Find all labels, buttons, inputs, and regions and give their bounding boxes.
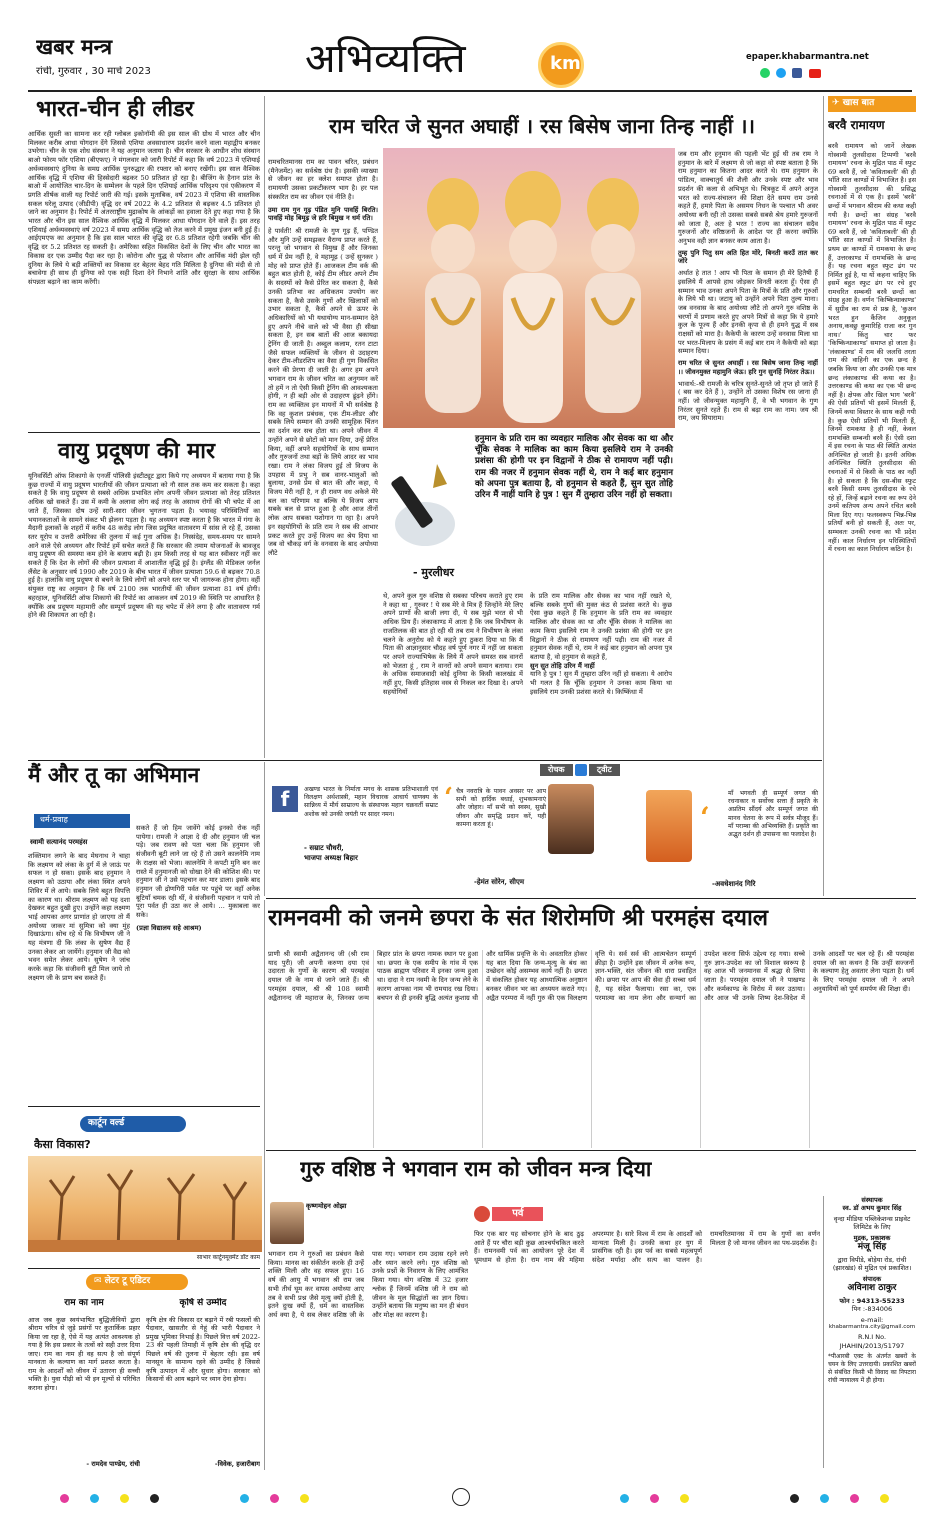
abhiman-title: मैं और तू का अभिमान: [28, 762, 200, 787]
sant-headline: रामनवमी को जनमे छपरा के संत शिरोमणि श्री परमहंस दयाल: [268, 905, 769, 931]
divider: [28, 760, 822, 761]
guru-headline: गुरु वशिष्ठ ने भगवान राम को जीवन मन्त्र दिया: [300, 1156, 652, 1181]
sant-body: प्राणी श्री स्वामी अद्वैतानन्द जी (श्री राम याद पुरी) जी अपनी करुणा दया एवं उदारता के गुणों के कारण श्री परमहंस दयाल जी के नाम से जाने जाते हैं। श्री परमहंस दयाल, श्री श्री 108 स्वामी अद्वैतानन्द जी महाराज के, जिनका जन्म बिहार प्रांत के छपरा नामक स्थान पर हुआ था। छपरा के एक समीप के गांव में एक पाठक ब्राह्मण परिवार में इनका जन्म हुआ था। दादा ने राम नवमी के दिन जन्म लेने के कारण आपका नाम भी रामयाद रख दिया। बचपन से ही इनकी बुद्धि अत्यंत कुशाग्र थी और धार्मिक प्रवृत्ति के थे। अवतारित होकर यह बात दिया कि जन्म-मृत्यु के बंध का उच्छेदन कोई असम्भव कार्य नहीं है। छपरा में संकलित होकर यह आध्यात्मिक अनुष्ठान बनकर जीवन भर का अध्ययन कराते गए। अद्वैत परम्परा में नहीं गुरु की एक विलक्षण वृत्ति ये। सर्व सर्व की आत्मचेतन सम्पूर्ण क्रीड़ा है। उन्होंने इस जीवन में अनेक रूप, ज्ञान-भक्ति, संत जीवन की धारा प्रवाहित की। छपरा पर आप की सेवा ही सच्चा धर्म है, यह संदेश फैलाया। रसा का, एक परमात्मा का नाम लेना और सन्मार्ग का उपदेश करना सिर्फ उद्देश्य रह गया। सच्चे गुरु ज्ञान-उपदेश का जो विशाल स्वरूप है वह आज भी जनमानस में श्रद्धा से लिया जाता है। परमहंस दयाल जी ने पाखण्ड और कर्मकाण्ड के विरोध में स्वर उठाया। और आज भी उनके शिष्य देश-विदेश में उनके आदर्शों पर चल रहे हैं। श्री परमहंस दयाल जी का कथन है कि उन्हीं सज्जनों के कल्याण हेतु अवतार लेना पड़ता है। धर्म के लिए परमहंस दयाल जी ने अपने अनुयायियों को पूर्ण समर्पण की शिक्षा दी।: [268, 950, 914, 1002]
main-col-3: [530, 592, 672, 758]
registration-dot: [90, 1494, 99, 1503]
tweet-2-text: चैत्र नवरात्रि के पावन अवसर पर आप सभी को हार्दिक बधाई, शुभकामनाएं और जोहार। माँ सभी को स्वस्थ, सुखी जीवन और समृद्धि प्रदान करें, यही कामना करता हूं।: [456, 788, 546, 828]
facebook-icon: f: [272, 786, 298, 812]
letters-tag-label: लेटर टू एडिटर: [104, 1276, 151, 1286]
letters-tag: [86, 1274, 188, 1290]
imprint-title: संस्थापक: [861, 1196, 883, 1204]
masthead-rule: [28, 90, 912, 92]
registration-dot: [150, 1494, 159, 1503]
registration-dot: [650, 1494, 659, 1503]
editorial-2: [28, 438, 260, 758]
cartoon-credit: साभार कार्टूनमूवमेंट डॉट काम: [196, 1254, 260, 1261]
cartoon-tag-label: कार्टून वर्ल्ड: [88, 1118, 125, 1128]
tweet-2: [444, 782, 630, 894]
registration-dot: [120, 1494, 129, 1503]
khas-baat-title: बरवै रामायण: [828, 118, 885, 132]
col-rule: [823, 96, 824, 896]
abhiman-col-1: शक्तिमान लगने के बाद मेघनाथ ने चाहा कि लक्ष्मण को लंका के दुर्ग में ले जाऊं पर सफल न हो सका। इसके बाद हनुमान ने लक्ष्मण को उठाया और लंका स्थित अपने शिविर में ले आये। सबके लिये बहुत विपत्ति का कारण था। श्रीराम लक्ष्मण को यह दशा देखकर बहुत दुखी हुए। उन्होंने कहा लक्ष्मण भाई आपका अगर प्राणांत हो जाएगा तो मैं अयोध्या जाकर मां सुमित्रा को क्या मुंह दिखाऊंगा। सोच रहे थे कि विभीषण जी ने यह मंत्रणा दी कि लंका के सुषेण वैद्य हैं उनका लेकर आ जायेंगे। हनुमान जी वैद्य को भवन समेत लेकर आये। सुषेण ने जांच करके कहा कि संजीवनी बूटी मिल जाये तो लक्ष्मण जी के प्राण बच सकते हैं।: [28, 852, 130, 982]
registration-dot: [680, 1494, 689, 1503]
imprint-pub-label: मुद्रक, प्रकाशक: [853, 1233, 891, 1242]
imprint-founder: स्व. डॉ अभय कुमार सिंह: [842, 1204, 902, 1213]
registration-dot: [240, 1494, 249, 1503]
khas-baat: [828, 96, 916, 896]
main-col-4-body: जब राम और हनुमान की पहली भेंट हुई थी तब राम ने हनुमान के बारे में लक्ष्मण से जो कहा वो स्पष्ट बताता है कि राम हनुमान का कितना आदर करते थे। राम हनुमान के पांडित्य, वाक्चातुर्य की शैली और उनके स्पष्ट और भाव प्रदर्शन की कला से अभिभूत थे। चित्रकूट में अपने अनुज भरत को राज्य-संचालन की शिक्षा देते समय राम उनसे कहते हैं, हमारे पिता के असमय निधन के पश्चात भी अवर अयोध्या बनी रही तो उसका सबसे सबसे श्रेय हमारे गुरुजनों को जाता है, अतः हे भरत ! राज्य का संचालन सदैव गुरुजनों और वरिष्ठजनों के आदेश पर ही करना क्योंकि अनुभव वही ज्ञान बनकर काम आता है।: [678, 150, 818, 246]
divider: [28, 1106, 260, 1107]
imprint: [828, 1196, 916, 1472]
airplane-icon: ✈: [832, 98, 843, 108]
masthead: [0, 0, 945, 92]
divider: [266, 898, 916, 899]
guru-author-photo: [270, 1202, 304, 1244]
guru-body: भगवान राम ने गुरुओं का प्रबंधन कैसे किया। मानस का संकीर्तन करके ही उन्हें शक्ति मिली और वह सफल हुए। 16 वर्ष की आयु में भगवान श्री राम जब सभी तीर्थ घूम कर वापस अयोध्या आए तब वे सभी प्रश्न जैसे मृत्यु क्यों होती है, इतने दुःख क्यों हैं, धर्म का वास्तविक अर्थ क्या है, ये सब लेकर वशिष्ठ जी के पास गए। भगवान राम उदास रहने लगे और ध्यान करने लगे। गुरु वशिष्ठ को उनके प्रश्नों के निवारण के लिए आमंत्रित किया गया। योग वशिष्ठ में 32 हजार श्लोक हैं जिनमें वशिष्ठ जी ने राम को जीवन के मूल सिद्धांतों का ज्ञान दिया। उन्होंने बताया कि मनुष्य का मन ही बंधन और मोक्ष का कारण है।: [268, 1250, 468, 1319]
registration-dot: [850, 1494, 859, 1503]
editorial-2-title: वायु प्रदूषण की मार: [58, 438, 215, 464]
tweet-1-role: भाजपा अध्यक्ष बिहार: [304, 853, 358, 862]
khas-baat-body: बरवै रामायण को जानें लेखक गोस्वामी तुलसीदास टिप्पणी 'बरवै रामायण' रचना के मुद्रित पाठ में स्फुट 69 बरवै हैं, जो 'कविताबली' की ही भाँति सात काण्डों में विभाजित है। इस गोस्वामी तुलसीदास की प्रसिद्ध रचनाओं में से एक है। इसमें 'बरवै' छन्दों में भगवान श्रीराम की कथा कही गयी है। छन्दों का संग्रह 'बरवै रामायण' रचना के मुद्रित पाठ में स्फुट 69 बरवै हैं, जो 'कविताबली' की ही भाँति सात काण्डों में विभाजित है। प्रथम छः काण्डों में रामकथा के छन्द हैं, उत्तरकाण्ड में रामभक्ति के छन्द हैं। यह रचना बहुत स्फुट ढंग पर निर्मित हुई है, या यों कहना चाहिए कि इसमें बहुत स्फुट ढंग पर रचे हुए रामचरित सम्बन्धी बरवै छन्दों का संग्रह हुआ है। वर्णन 'किष्किन्धाकाण्ड' में सुग्रीव का राम से प्रश्न है, 'कुअन भरत हुन कैंजिन अनुकूल अनाथ,कवछु कुमारिहि राजा कर गुन नाथ।' किंतु चार फर 'किष्किन्धाकाण्ड' समाप्त हो जाता है। 'लंकाकाण्ड' में राम की जलधि तरता राम की वाहिनी का एक छन्द है जबकि किया जा और उनकी एक मात्र छन्द लंकाकाण्ड की कथा का है। उत्तरकाण्ड की कथा का एक भी छन्द नहीं है। क्षेपक और खिल भाग 'बरवै' की ऐसी प्रतियाँ भी इसमें मिलती हैं, जिनमें कथा विस्तार के साथ कही गयी है। कुछ ऐसी प्रतियों भी मिलती हैं, जिनमें रामकथा है ही नहीं, केवल रामभक्ति सम्बन्धी बरवै हैं। ऐसी दशा में इस रचना के पाठ की स्थिति अत्यंत अनिश्चित हो जाती है। इतनी अधिक अनिश्चित स्थिति तुलसीदास की रचनाओं में से किसी के पाठ का नहीं है। हो सकता है कि दस-बीस स्फुट बरवै किसी समय तुलसीदास के रचे रहे हों, जिन्हें बढ़ाने रचना का रूप देने उनमें कतिपय अन्य अपने रचित बरवै मिला दिए गए। फलस्वरूप भिन्न-भिन्न प्रतियाँ बनी हो सकती हैं, अतः पर, सम्भवतः उनकी रचना का भी प्रदेश नहीं। काल निर्धारण इन परिस्थितियों में रचना का काल निर्धारण कठिन है।: [828, 142, 916, 554]
main-quote-3: तुम्ह पुनि पितु सम अति हित मोरे, बिनती करउँ तात कर जोरे: [678, 248, 818, 266]
facebook-icon: [792, 68, 802, 78]
tweet-2-name: -हेमंत सोरेन, सीएम: [474, 877, 525, 886]
imprint-email[interactable]: khabarmantra.city@gmail.com: [828, 1324, 916, 1331]
tweet-1-name: - सम्राट चौधरी,: [304, 843, 344, 852]
imprint-rni: R.N.I No.: [857, 1333, 887, 1342]
tweet-label-1: रोचक: [540, 764, 573, 776]
registration-dot: [300, 1494, 309, 1503]
social-icons: [760, 68, 880, 82]
pullquote-text: हनुमान के प्रति राम का व्यवहार मालिक और सेवक का था और चूँकि सेवक ने मालिक का काम किया इसलिये राम ने उनकी प्रशंसा की होगी पर इन विद्वानों ने ठीक से रामायण नहीं पढ़ी। राम की नजर में हनुमान सेवक नहीं थे, राम ने कई बार हनुमान को अपना पुत्र बताया है, वो हनुमान से कहते हैं, सुन सुत तोहि उरिन मैं नाहीं यानि हे पुत्र ! सुन मैं तुम्हारा उरिन नहीं हो सकता।: [475, 434, 673, 500]
main-col-1-intro: रामचरितमानस राम का पावन चरित, प्रबंधन (मैनेजमेंट) का सर्वश्रेष्ठ ग्रंथ है। इसकी व्याख्या से जीवन का हर क्लेश समाप्त होता है। रामायणी उसका प्रकटीकरण भाग है। हर पल संस्करित राम का जीवन एवं नीति है।: [268, 158, 378, 201]
abhiman-tag-label: धर्म-प्रवाह: [40, 815, 68, 824]
dateline: रांची, गुरुवार , 30 मार्च 2023: [36, 66, 151, 77]
parv-tag-label: पर्व: [492, 1207, 543, 1222]
logo: [538, 42, 584, 88]
divider: [28, 432, 260, 433]
parv-body: फिर एक बार यह सोचनार होने के बाद ठुढ़ आते हैं पर चौरा बड़ी कुछ आश्चर्यचकित करते हैं। रामनवमी पर्व का आयोजन पूरे देश में धूमधाम से होता है। राम नाम की महिमा अपरम्पार है। सारे विश्व में राम के आदर्शों को मान्यता मिली है। उनकी कथा हर युग में प्रासंगिक रही है। इस पर्व का सबसे महत्वपूर्ण संदेश मर्यादा और सत्य का पालन है। रामचरितमानस में राम के गुणों का वर्णन मिलता है जो मानव जीवन का पथ-प्रदर्शक है।: [474, 1230, 820, 1265]
editorial-1: [28, 96, 260, 432]
divider: [28, 1268, 260, 1269]
divider: [266, 1150, 916, 1151]
avatar-avdheshanand: [646, 790, 692, 862]
registration-dot: [880, 1494, 889, 1503]
youtube-icon: [809, 69, 821, 78]
main-col-1-body: हे पार्वती! श्री रामजी के गुण गूढ़ हैं, पण्डित और मुनि उन्हें समझकर वैराग्य प्राप्त करते हैं, परन्तु जो भगवान से विमुख हैं और जिनका धर्म में प्रेम नहीं है, वे महामूढ़ ( उन्हें सुनकर ) मोह को प्राप्त होते हैं। आजकल टीम वर्क की बहुत बात होती है, कोई टीम लीडर अपने टीम के सदस्यों को कैसे प्रेरित कर सकता है, कैसे उनकी प्रतिभा का अधिकतम उपयोग कर सकता है, कैसे उसके गुणों और खिलाफ़ों को उभार सकता है, कैसे अपने से ऊपर के अधिकारियों को भी यथायोग्य मान-सम्मान देते हुए अपने नीचे वाले को भी वैसा ही सीखा सकता है, इन सब बातों की आज बकायदा ट्रेनिंग दी जाती है। अब्दुल कलाम, रतन टाटा जैसे सफल व्यक्तियों के जीवन से उदाहरण देकर टीम-लीडरशिप का वैसा ही गुण विकसित करने की प्रेरणा दी जाती है। अगर हम अपने भगवान राम के जीवन चरित का अनुगमन करें तो हमें न तो ऐसी किसी ट्रेनिंग की आवश्यकता होगी, न ही बड़ी ओर से उदाहरण ढूंढ़ने होंगे। राम का व्यक्तित्व इन मायनों में भी सर्वश्रेष्ठ है कि वह कुशल प्रबंधक, एक टीम-लीडर और सबके लिये सम्मान की उनकी सामूहिक चिंतन का दर्शन कर सच होता था। अपने जीवन में उन्होंने अपने से छोटों को मान दिया, उन्हें प्रेरित किया, वहीं अपने सहयोगियों के साथ सम्मान और गुरुजनों तथा बड़ों के लिये आदर का भाव रखा। राम ने लंका विजय हुई तो विजय के उपहास में प्रभु ने सब वानर-भालुओं को बुलाया, उनसे प्रेम से बात की और कहा, ये विजय मेरी नहीं है, न ही रावण वध अकेले मेरे बल का परिणाम था बल्कि ये विजय आप सबके बल से प्राप्त हुआ है और आज तीनों लोक आप सबका यशोगान गा रहा है। अपने इन सहयोगियों के प्रति राम ने सब की आभार प्रकट करते हुए उन्हें विजय का श्रेय दिया था जब वो चौकड़ वर्ग के वनवास के बाद अयोध्या लौटे: [268, 226, 378, 557]
parv-tag: [474, 1206, 584, 1224]
main-quote-4: राम चरित जे सुनत अघाहीं । रस बिसेष जाना तिन्ह नाहीं ।। जीवनमुक्त महामुनि जेऊ। हरि गुन सुनहिं निरंतर तेऊ।।: [678, 359, 818, 376]
main-headline: राम चरित जे सुनत अघाहीं । रस बिसेष जाना तिन्ह नाहीं ।।: [329, 114, 755, 138]
editorial-1-body: आर्थिक सुस्ती का सामना कर रही ग्लोबल इकोनॉमी की इस साल की ग्रोथ में भारत और चीन मिलकर करीब आधा योगदान देंगे जिससे एशिया अवसाधारण प्रदर्शन करने वाला महाद्वीप बनकर उभरेगा। चीन के एक शोध संस्थान ने यह अनुमान जताया है। चीन सरकार के आधीन शोध संस्थान बाओ फोरम फॉर एशिया (बीएफए) ने मंगलवार को जारी रिपोर्ट में कहा कि वर्ष 2023 में एशियाई अर्थव्यवस्थाएं दुनिया के समग्र आर्थिक पुनरुद्धार की रफ्तार को बनाए रखेंगी। इस साल वैश्विक आर्थिक वृद्धि में एशिया की हिस्सेदारी बढ़कर 50 प्रतिशत हो रहा है। बीजिंग के हैनान प्रांत के बाओ में आयोजित चार-दिन के सम्मेलन के पहले दिन एशियाई आर्थिक परिदृश्य एवं एकीकरण में प्रगति शीर्षक वाली यह रिपोर्ट जारी की गई। इसके मुताबिक, वर्ष 2023 में एशिया की वास्तविक सकल घरेलू उत्पाद (जीडीपी) वृद्धि दर वर्ष 2022 के 4.2 प्रतिशत से बढ़कर 4.5 प्रतिशत हो जाने का अनुमान है। रिपोर्ट में अंतरराष्ट्रीय मुद्राकोष के आंकड़ों का हवाला देते हुए कहा गया है कि भारत और चीन इस साल वैश्विक आर्थिक वृद्धि में मिलकर आधा योगदान देने वाले हैं। इस तरह एशियाई अर्थव्यवस्थाएं वर्ष 2023 में समग्र आर्थिक वृद्धि को तेज करने में प्रमुख इंजन बनी हुई हैं। आईएमएफ का अनुमान है कि इस साल भारत की वृद्धि दर 6.8 प्रतिशत रहेगी जबकि चीन की वृद्धि दर 5.2 प्रतिशत रह सकती है। अमेरिका सहित विकसित देशों के लिए चीन और भारत का विकास दर एक उम्मीद पैदा कर रहा है। कोरोना और युद्ध से परेशान और आर्थिक मंदी झेल रही दुनिया के लिये ये बड़ी शक्तियों का विकास दर बेहतर बेहद गति मिलिता है दुनिया की मंदी से तो बचावेगा ही साथ ही दुनिया को एक सही दिशा देने निभाने शांति और सुरक्षा के साथ आर्थिक संपन्नता बढ़ाने का काम करेंगी।: [28, 130, 260, 286]
imprint-pin: पिन :-834006: [851, 1305, 893, 1314]
imprint-phone: फोन : 94313-55233: [839, 1296, 905, 1305]
main-col-4-end: भावार्थ:-श्री रामजी के चरित्र सुनते-सुनते जो तृप्त हो जाते हैं ( बस कर देते हैं ), उन्होंने तो उसका विशेष रस जाना ही नहीं। जो जीवन्मुक्त महामुनि हैं, वे भी भगवान के गुण निरंतर सुनते रहते हैं। राम से बढ़ा राम का नाम। जय श्री राम, जय सियाराम।: [678, 379, 818, 423]
letter-2-title: कृषि से उम्मीद: [179, 1298, 227, 1308]
tweet-label: [540, 764, 670, 778]
ram-sita-photo: [383, 148, 675, 428]
pullquote-author: - मुरलीधर: [413, 566, 455, 579]
tweet-3-text: माँ भगवती ही सम्पूर्ण जगत की रचनाकार व सर्वोच्च सत्ता हैं प्रकृति के अप्रतिम सौंदर्य और सम्पूर्ण जगत की मानव चेतना के रूप में सर्वत्र मौजूद हैं। माँ पराम्बा की अभिव्यक्ति हैं। प्रकृति का अद्भुत दर्शन ही उपासना का फलादेश है।: [728, 790, 818, 838]
imprint-note: *पीआरबी एक्ट के अंतर्गत खबरों के चयन के लिए उत्तरदायी। प्रकाशित खबरों से संबंधित किसी भी विवाद का निपटारा रांची न्यायालय में ही होगा।: [828, 1353, 916, 1384]
guru-author: कृष्णमोहन ओझा: [306, 1202, 347, 1210]
epaper-url[interactable]: epaper.khabarmantra.net: [746, 52, 869, 62]
col-rule: [264, 900, 265, 1470]
parv-emblem-icon: [474, 1206, 490, 1222]
main-col-3-more: यानि हे पुत्र ! सुन मैं तुम्हारा उरिन नहीं हो सकता। ये आरोप भी गलत है कि चूँकि हनुमान ने उनका काम किया था इसलिये राम उनकी प्रशंसा करते थे। किष्किंधा में: [530, 670, 672, 696]
col-rule: [264, 762, 265, 896]
editorial-1-title: भारत-चीन ही लीडर: [36, 96, 194, 122]
main-quote-2: सुन सुत तोहि उरिन मैं नाहीं: [530, 661, 595, 670]
abhiman-author: स्वामी सत्यानंद परमहंस: [30, 838, 88, 846]
abhiman-col-2: [136, 824, 260, 1104]
mail-icon: ✉: [94, 1276, 105, 1286]
registration-dot: [820, 1494, 829, 1503]
avatar-hemant: [548, 784, 594, 854]
pen-illustration: [385, 454, 475, 554]
main-col-3-body: के प्रति राम मालिक और सेवक का भाव नहीं रखते थे, बल्कि सबके गुणों की मुक्त कंठ से प्रशंसा करते थे। कुछ ऐसा कुछ कहते हैं कि हनुमान के प्रति राम का व्यवहार मालिक और सेवक का था और चूँकि सेवक ने मालिक का काम किया इसलिये राम ने उनकी प्रशंसा की होगी पर इन विद्वानों ने ठीक से रामायण नहीं पढ़ी। राम की नजर में हनुमान सेवक नहीं थे, राम ने कई बार हनुमान को अपना पुत्र बताया है, वो हनुमान से कहते हैं,: [530, 592, 672, 661]
letter-2-body: कृषि क्षेत्र की विकास दर बढ़ाने में रबी फसलों की पैदावार, खासतौर से गेहूं की भारी पैदावार ने प्रमुख भूमिका निभाई है। पिछले वित्त वर्ष 2022-23 की पहली तिमाही में कृषि क्षेत्र की वृद्धि दर पिछले वर्ष की तुलना में बेहतर रही। इस वर्ष मानसून के सामान्य रहने की उम्मीद है जिससे कृषि उत्पादन में और सुधार होगा। सरकार को किसानों की आय बढ़ाने पर ध्यान देना होगा।: [146, 1316, 260, 1384]
imprint-email-label: e-mail:: [860, 1315, 884, 1324]
abhiman-tag: [34, 814, 130, 828]
letter-1-body: आज जब कुछ स्वयंभाषित बुद्धिजीवियों द्वारा श्रीराम चरित्र से जुड़े प्रसंगों पर कुतार्किक प्रहार किया जा रहा है, ऐसे में यह अत्यंत आवश्यक हो गया है कि इस प्रकार के तत्वों को सही उत्तर दिया जाए। राम का नाम ही वह सत्य है जो संपूर्ण मानवता के कल्याण का मार्ग प्रशस्त करता है। राम के आदर्शों को जीवन में उतारना ही सच्ची भक्ति है। युवा पीढ़ी को भी इन मूल्यों से परिचित कराना होगा।: [28, 1316, 140, 1392]
col-rule: [264, 96, 265, 758]
crosshair-icon: [452, 1488, 470, 1506]
imprint-editor-name: अविनाश ठाकुर: [847, 1283, 897, 1294]
paper-name: खबर मन्त्र: [36, 35, 113, 59]
idol-illustration: [383, 148, 675, 428]
cartoon-tag: [80, 1116, 186, 1132]
tweet-1-text: अखण्ड भारत के निर्माता मगध के शासक प्रतिभाशाली एवं विलक्षण अर्थशास्त्री, महान विचारक आचार्य चाणक्य के सान्निध्य में मौर्य साम्राज्य के संस्थापक महान चक्रवर्ती सम्राट अशोक को उनकी जयंती पर सादर नमन।: [304, 786, 438, 818]
abhiman-source: (प्रज्ञा विद्यालय सहे आश्रम): [136, 923, 202, 932]
tweet-3-name: -अवधेशानंद गिरि: [712, 879, 756, 888]
main-col-2: थे, अपने कुल गुरु वशिष्ठ से सबका परिचय कराते हुए राम ने कहा था , गुरुवर ! ये सब मेरे वे मित्र हैं जिन्होंने मेरे लिए अपने प्राणों की बाजी लगा दी, ये सब मुझे भरत से भी अधिक प्रिय हैं। लंकाकाण्ड में आता है कि जब विभीषण के राजतिलक की बात हो रही थी तब राम ने विभीषण के लंका चलने के अनुरोध को ये कहते हुए ठुकरा दिया था कि मैं पिता की आज्ञानुसार चौदह वर्ष पूर्ण नगर में नहीं जा सकता पर अपने राज्याभिषेक के लिये मैं अपने समस्त सब वानरों को भेजता हूं , राम ने वानरों को अपने समान बताया। राम के अधिक समाजवादी कोई दुनिया के किसी कालखंड में नहीं हुए, किसी इतिहास वस्त्र से निकल कर दिखा दे। अपने सहयोगियों: [383, 592, 523, 696]
letter-1-name: - रामदेव पाण्डेय, रांची: [86, 1460, 140, 1468]
registration-dot: [790, 1494, 799, 1503]
main-col-4: [678, 150, 818, 758]
imprint-address: द्वारा विपीडे, बोड़ेया रोड, रांची (झारखंड) से मुद्रित एवं प्रकाशित।: [832, 1255, 912, 1273]
quote-mark-icon: ‘: [444, 783, 454, 813]
quote-mark-icon: ‘: [700, 801, 710, 834]
khas-baat-tag: [828, 96, 916, 112]
main-col-4-more: अर्थात हे तात ! आप भी पिता के समान ही मेरे हितैषी हैं इसलिये मैं आपसे हाथ जोड़कर विनती करता हूँ। ऐसा ही सम्मान भाव उनका अपने पिता के मित्रों के प्रति और गुरुओं के लिये भी था। जटायु को उन्होंने अपने पिता तुल्य माना। जब वनवास के बाद अयोध्या लौटे तो अपने गुरु वशिष्ठ के चरणों में प्रणाम करते हुए अपने मित्रों से कहा कि ये हमारे कुल के पूज्य हैं और इनकी कृपा से ही हमने युद्ध में सब राक्षसों को मारा है। कैकेयी के कारण उन्हें वनवास मिला था पर भरत-मिलाप के प्रसंग में कई बार राम ने कैकेयी को बड़ा सम्मान दिया।: [678, 269, 818, 356]
registration-dot: [60, 1494, 69, 1503]
pullquote-box: [383, 430, 675, 590]
main-col-1: [268, 158, 378, 758]
main-quote-1: उमा राम गुन गूढ़ पंडित मुनि पावहिं बिरति। पावहिं मोह बिमूढ़ जे हरि बिमुख न धर्म रति।: [268, 205, 378, 223]
tweet-3: [632, 782, 820, 894]
col-rule: [823, 1196, 824, 1468]
cartoon-image: [28, 1156, 262, 1252]
registration-dot: [270, 1494, 279, 1503]
cartoon-question: कैसा विकास?: [34, 1138, 91, 1151]
registration-dot: [620, 1494, 629, 1503]
imprint-editor-label: संपादक: [862, 1274, 882, 1283]
twitter-icon: [776, 68, 786, 78]
editorial-2-body: यूनिवर्सिटी ऑफ शिकागो के एनर्जी पॉलिसी इंस्टीट्यूट द्वारा किये गए अध्ययन में बताया गया है कि कुछ राज्यों में वायु प्रदूषण भारतीयों की जीवन प्रत्याशा को नौ साल तक कम कर सकता है। कहा सकते है कि वायु प्रदूषण से सबसे अधिक प्रभावित लोग अपनी जीवन प्रत्याशा को तेरह प्रतिशत अधिक खो सकते हैं। उस में कमी के अलावा लोग कई तरह के असाध्य रोगों की भी चपेट में आ जाते हैं, जिसका दोष उन्हें सारी-सारा जीवन भुगतना पड़ता है। भयावह परिस्थितियों का भयानकताओं के सामने संकट भी झेलना पड़ता है। यह अध्ययन स्पष्ट करता है कि भारत में गंगा के मैदानी इलाकों के शहरों में करीब 48 करोड़ लोग जिस प्रदूषित वातावरण में सांस ले रहे हैं, उसका स्तर यूरोप व उत्तरी अमेरिका की तुलना में कई गुना अधिक है। निस्संदेह, समय-समय पर सामने आने वाले ऐसे अध्ययन और रिपोर्ट हमें सचेत करते हैं कि सरकार की तमाम योजनाओं के बावजूद वायु प्रदूषण की समस्या कम होने के बजाय बढ़ी है। हम किसी तरह से यह बात स्वीकार नहीं कर सकते हैं कि देश के लोगों की जीवन प्रत्याशा में आशातीत वृद्धि हुई है। इंग्लैंड की मेडिकल जर्नल लैंसेट के अनुसार वर्ष 1990 और 2019 के बीच भारत में जीवन प्रत्याशा 59.6 से बढ़कर 70.8 हुई है। हालांकि वायु प्रदूषण से बचने के लिये लोगों को अपने स्तर पर भी जागरूक होना होगा। वहीं संयुक्त राष्ट्र का अनुमान है कि वर्ष 2100 तक भारतीयों की जीवन प्रत्याशा 81 वर्ष होगी। बहरहाल, यूनिवर्सिटी ऑफ शिकागो की रिपोर्ट का आकलन वर्ष 2019 की स्थिति पर आधारित है क्योंकि अब प्रदूषण महामारी और सम्पूर्ण प्रदूषण की यह चपेट में लेने लगा है और वातावरण गर्म होने की शिकायत आ रही है।: [28, 472, 260, 620]
tweet-label-2: ट्वीट: [589, 764, 620, 776]
khas-baat-label: खास बात: [842, 98, 875, 108]
letter-2-name: -विवेक, हजारीबाग: [214, 1460, 260, 1468]
tweet-1: [268, 782, 438, 866]
twitter-bird-icon: [575, 764, 587, 776]
abhiman-col-2-body: सकते हैं जो हिम जावेंगे कोई इनको रोक नहीं पायेगा। रामजी ने आज्ञा दे दी और हनुमान जी चल पड़े। जब रावण को पता चला कि हनुमान जी संजीवनी बूटी लाने जा रहे हैं तो उसने कालनेमि नाम के राक्षस को भेजा। कालनेमि ने कपटी मुनि बन कर रास्ते में हनुमानजी को धोखा देने की कोशिश की। पर हनुमान जी ने उसे पहचान कर मार डाला। इसके बाद हनुमान जी द्रोणगिरी पर्वत पर पहुंचे पर वहाँ अनेक बूटियाँ चमक रही थीं, वे संजीवनी पहचान न पाये तो पूरा पर्वत ही उठा कर ले आये। ... मुकाबला कर सके।: [136, 824, 260, 920]
imprint-rni-number: JHAHIN/2013/51797: [839, 1341, 905, 1350]
letter-1-title: राम का नाम: [64, 1298, 104, 1308]
logo-text: km: [550, 53, 581, 74]
imprint-pub-name: मंजू सिंह: [857, 1242, 887, 1253]
imprint-printer: वृन्दा मीडिया पब्लिकेशन्स प्राइवेट लिमिटेड के लिए: [833, 1214, 911, 1232]
whatsapp-icon: [760, 68, 770, 78]
section-title: अभिव्यक्ति: [305, 36, 466, 82]
